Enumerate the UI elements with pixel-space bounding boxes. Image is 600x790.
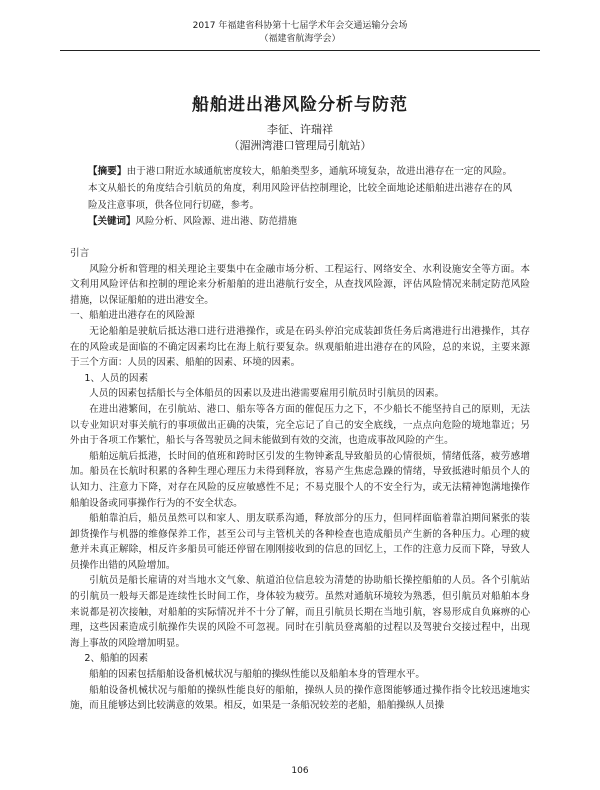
header-society-line: （福建省航海学会） [259, 34, 341, 44]
keywords-label: 【关键词】 [88, 216, 136, 227]
paper-authors: 李征、许瑞祥 [267, 123, 333, 136]
page-number: 106 [291, 766, 309, 776]
intro-paragraph: 风险分析和管理的相关理论主要集中在金融市场分析、工程运行、网络安全、水利设施安全等方面。本文利用风险评估和控制的理论来分析船舶的进出港航行安全，从查找风险源，评估风险情况来制定防范风险措施，以保证船舶的进出港安全。 [70, 263, 530, 306]
abstract-text: 由于港口附近水域通航密度较大，船舶类型多，通航环境复杂，故进出港存在一定的风险。本文从船长的角度结合引航员的角度，利用风险评估控制理论，比较全面地论述船舶进出港存在的风险及注意事项，供各位同行切磋，参考。 [88, 166, 512, 211]
keywords-text: 风险分析、风险源、进出港、防范措施 [135, 216, 298, 227]
running-header [60, 20, 540, 46]
subsection-1-2-heading: 2、船舶的因素 [84, 653, 149, 665]
header-conference-line: 2017 年福建省科协第十七届学术年会交通运输分会场 [192, 21, 408, 31]
paper-body [70, 246, 530, 714]
abstract-label: 【摘要】 [88, 166, 127, 177]
abstract [88, 163, 512, 214]
subsection-1-1-paragraph-3: 船舶远航后抵港，长时间的值班和跨时区引发的生物钟紊乱导致船员的心情很烦，情绪低落，疲劳感增加。船员在长航时积累的各种生理心理压力未得到释放，容易产生焦虑急躁的情绪，导致抵港时船员个人的认知力、注意力下降，对存在风险的反应敏感性不足；不易克服个人的不安全行为，或无法精神饱满地操作船舶设备或同事操作行为的不安全状态。 [70, 450, 530, 509]
subsection-1-1-paragraph-2: 在进出港繁间，在引航站、港口、船东等各方面的催促压力之下，不少船长不能坚持自己的原则，无法以专业知识对事关航行的事项做出正确的决策，完全忘记了自己的安全底线，一点点向危险的境地靠近；另外由于各项工作繁忙，船长与各驾驶员之间未能做到有效的交流，也造成事故风险的产生。 [70, 403, 530, 447]
section-1-paragraph: 无论船舶是驶航后抵达港口进行进港操作，或是在码头停泊完成装卸货任务后离港进行出港操作，其存在的风险或是面临的不确定因素均比在海上航行要复杂。纵观船舶进出港存在的风险，总的来说，主要来源于三个方面：人员的因素、船舶的因素、环境的因素。 [70, 325, 530, 369]
header-divider [60, 50, 540, 51]
subsection-1-2-paragraph-1: 船舶的因素包括船舶设备机械状况与船舶的操纵性能以及船舶本身的管理水平。 [89, 669, 425, 681]
subsection-1-1-heading: 1、人员的因素 [84, 372, 149, 384]
subsection-1-2-paragraph-2: 船舶设备机械状况与船舶的操纵性能良好的船舶，操纵人员的操作意图能够通过操作指令比较迅速地实施，而且能够达到比较满意的效果。相反，如果是一条船况较差的老船，船舶操纵人员操 [70, 684, 530, 712]
paper-title: 船舶进出港风险分析与防范 [192, 95, 408, 115]
paper-affiliation: （湄洲湾港口管理局引航站） [228, 139, 372, 152]
intro-heading: 引言 [70, 248, 90, 259]
keywords [88, 213, 512, 230]
subsection-1-1-paragraph-5: 引航员是船长雇请的对当地水文气象、航道泊位信息较为清楚的协助船长操控船舶的人员。各个引航站的引航员一般每天都是连续性长时间工作，身体较为疲劳。虽然对通航环境较为熟悉，但引航员对船舶本身来说都是初次接触，对船舶的实际情况并不十分了解，而且引航员长期在当地引航，容易形成自负麻痹的心理，这些因素造成引航操作失误的风险不可忽视。同时在引航员登离船的过程以及驾驶台交接过程中，出现海上事故的风险增加明显。 [70, 575, 530, 649]
section-1-heading: 一、船舶进出港存在的风险源 [70, 310, 195, 322]
subsection-1-1-paragraph-1: 人员的因素包括船长与全体船员的因素以及进出港需要雇用引航员时引航员的因素。 [89, 388, 445, 400]
subsection-1-1-paragraph-4: 船舶靠泊后，船员虽然可以和家人、朋友联系沟通，释放部分的压力，但同样面临着靠泊期间紧张的装卸货操作与机器的维修保养工作，甚至公司与主管机关的各种检查也造成船员产生新的各种压力。心理的疲惫并未真正解除，相反许多船员可能还停留在刚刚接收到的信息的回忆上，工作的注意力反而下降，导致人员操作出错的风险增加。 [70, 513, 530, 571]
